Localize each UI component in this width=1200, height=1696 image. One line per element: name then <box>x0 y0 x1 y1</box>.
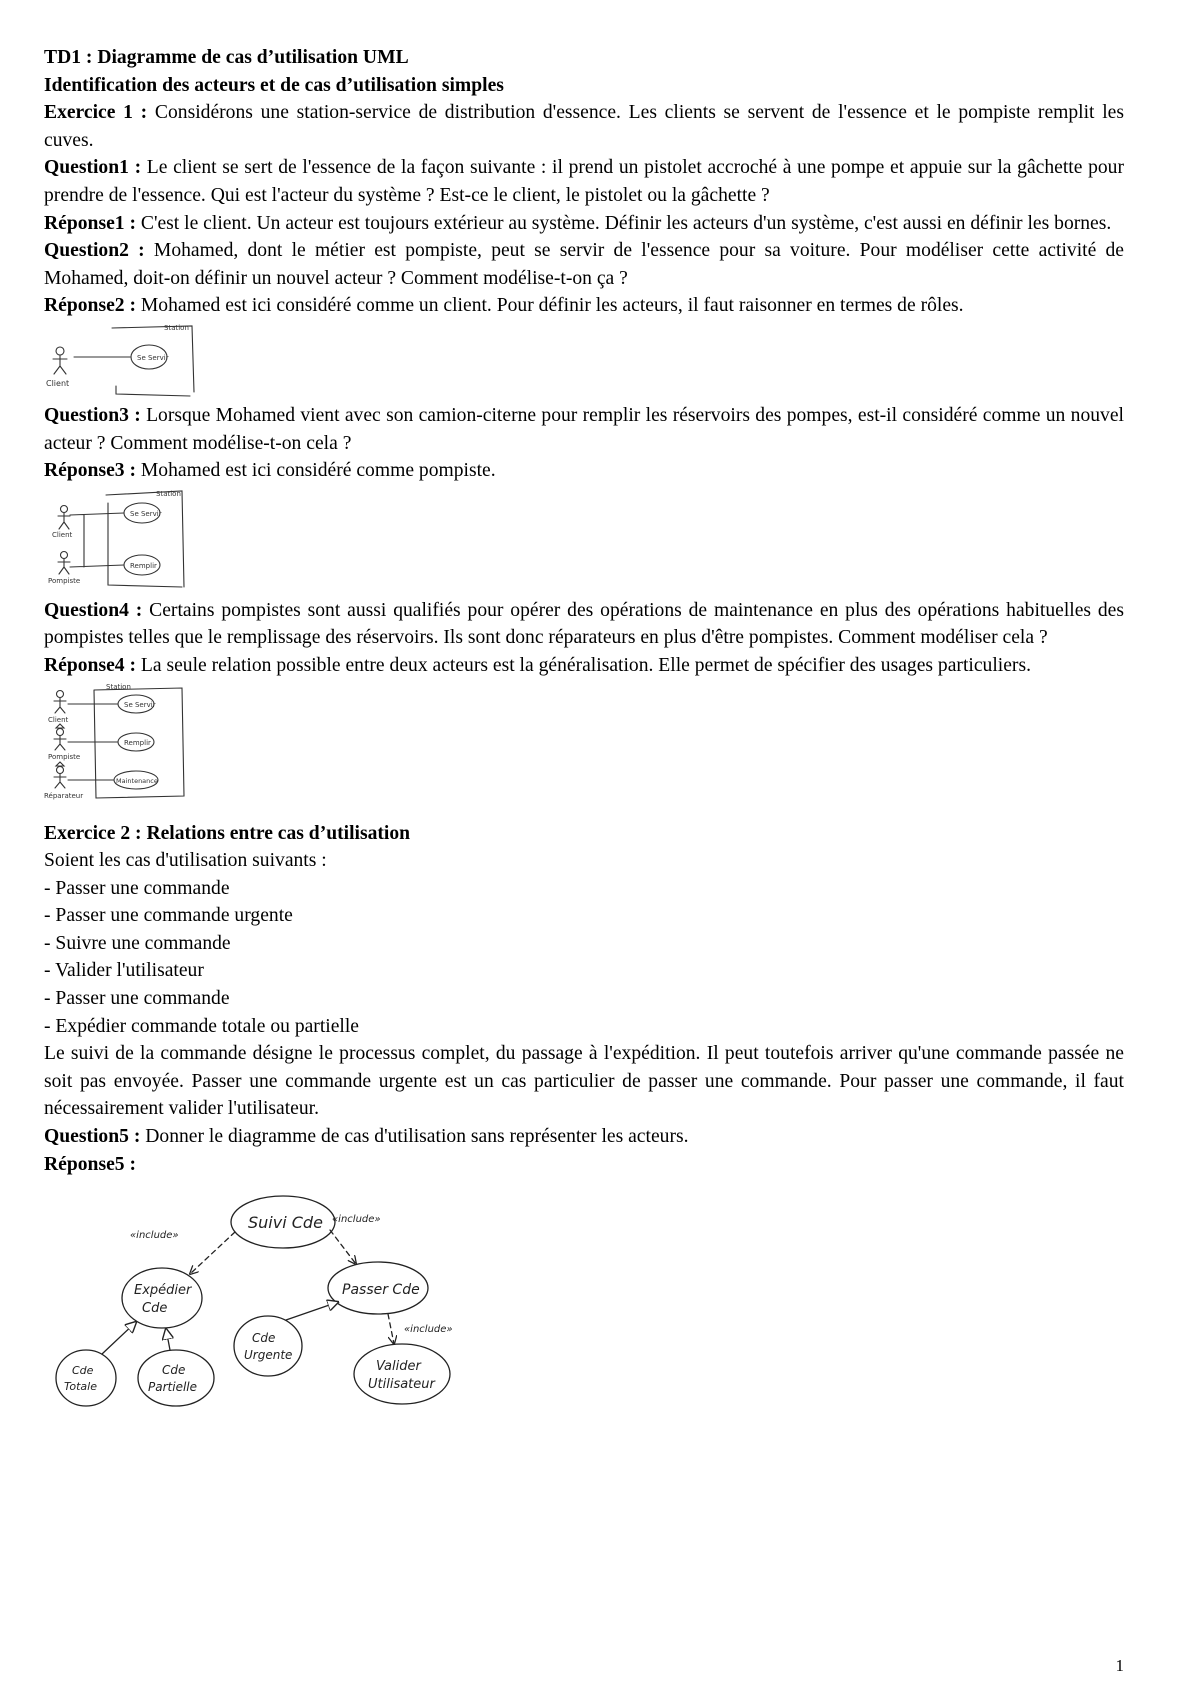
question-1-label: Question1 : <box>44 157 142 179</box>
sketch-client-diagram <box>44 320 204 402</box>
exercise-1-label: Exercice 1 : <box>44 102 148 124</box>
exercise-2-item-2: - Passer une commande urgente <box>44 905 293 927</box>
sketch2-system-label: Station <box>156 489 181 498</box>
question-1-text: Le client se sert de l'essence de la façon suivante : il prend un pistolet accroché à une pompe et appuie sur la gâchette pour prendre de l'essence. Qui est l'acteur du système ? Est-ce le client, le pistolet ou la gâchette ? <box>44 157 1124 206</box>
usecase-totale-label-2: Totale <box>64 1380 97 1394</box>
question-5-label: Question5 : <box>44 1126 141 1148</box>
answer-1 <box>44 210 1124 238</box>
exercise-1 <box>44 99 1124 154</box>
exercise-1-text: Considérons une station-service de distribution d'essence. Les clients se servent de l'essence et le pompiste remplit les cuves. <box>44 102 1124 151</box>
sketch1-actor-label: Client <box>46 378 70 388</box>
question-4 <box>44 597 1124 652</box>
include-suivi-expedier <box>190 1232 235 1274</box>
question-1 <box>44 154 1124 209</box>
exercise-2-intro: Soient les cas d'utilisation suivants : <box>44 850 327 872</box>
answer-5-label: Réponse5 : <box>44 1153 136 1175</box>
usecase-valider-label-2: Utilisateur <box>368 1377 435 1393</box>
include-right-label: «include» <box>332 1214 381 1226</box>
sketch3-usecase-servir-label: Se Servir <box>124 700 156 709</box>
sketch2-associations <box>70 513 124 567</box>
answer-2 <box>44 292 1124 320</box>
usecase-partielle <box>138 1350 214 1406</box>
usecase-urgente-label-2: Urgente <box>244 1348 293 1363</box>
exercise-2-heading: Exercice 2 : Relations entre cas d’utilisation <box>44 822 411 844</box>
sketch3-system-label: Station <box>106 682 131 691</box>
sketch2-usecase-remplir-label: Remplir <box>130 561 157 570</box>
sketch-generalisation-diagram <box>44 680 204 806</box>
answer-1-text: C'est le client. Un acteur est toujours extérieur au système. Définir les acteurs d'un système, c'est aussi en définir les bornes. <box>135 212 1112 234</box>
answer-4-text: La seule relation possible entre deux acteurs est la généralisation. Elle permet de spécifier des usages particuliers. <box>135 654 1031 676</box>
usecase-expedier-label-2: Cde <box>142 1301 168 1317</box>
exercise-2-item-5: - Passer une commande <box>44 988 230 1010</box>
sketch1-system-label: Station <box>164 323 189 332</box>
sketch1-actor-icon <box>53 347 67 374</box>
usecase-urgente <box>234 1316 302 1376</box>
usecase-passer-label: Passer Cde <box>342 1282 420 1299</box>
sketch2-actor-pompiste-icon <box>58 551 70 574</box>
use-case-diagram <box>50 1178 510 1418</box>
question-2 <box>44 237 1124 292</box>
generalisation-totale-expedier <box>102 1322 136 1354</box>
usecase-partielle-label-2: Partielle <box>148 1380 197 1395</box>
sketch2-actor-pompiste-label: Pompiste <box>48 576 81 585</box>
exercise-2-paragraph: Le suivi de la commande désigne le processus complet, du passage à l'expédition. Il peut toutefois arriver qu'une commande passée ne soit pas envoyée. Passer une commande urgente est un cas particulier de passer une commande. Pour passer une commande, il faut nécessairement valider l'utilisateur. <box>44 1043 1124 1120</box>
question-3-text: Lorsque Mohamed vient avec son camion-citerne pour remplir les réservoirs des pompes, est-il considéré comme un nouvel acteur ? Comment modélise-t-on cela ? <box>44 404 1124 454</box>
include-passer-valider <box>388 1314 394 1344</box>
question-4-text: Certains pompistes sont aussi qualifiés pour opérer des opérations de maintenance en plus des opérations habituelles des pompistes telles que le remplissage des réservoirs. Ils sont donc réparateurs en plus d'être pompistes. Comment modéliser cela ? <box>44 599 1125 649</box>
sketch-client-pompiste-diagram <box>44 485 204 597</box>
generalisation-urgente-passer <box>286 1302 338 1320</box>
answer-3 <box>44 457 1124 485</box>
usecase-partielle-label-1: Cde <box>162 1363 186 1378</box>
question-5-text: Donner le diagramme de cas d'utilisation sans représenter les acteurs. <box>140 1126 689 1148</box>
sketch1-usecase-label: Se Servir <box>137 353 169 362</box>
document-title: TD1 : Diagramme de cas d’utilisation UML <box>44 47 409 68</box>
include-left-label: «include» <box>130 1230 179 1242</box>
question-3 <box>44 402 1124 457</box>
generalisation-partielle-expedier <box>166 1329 170 1350</box>
usecase-valider <box>354 1344 450 1404</box>
answer-4-label: Réponse4 : <box>44 654 136 676</box>
include-suivi-passer <box>330 1230 356 1264</box>
usecase-totale <box>56 1350 116 1406</box>
usecase-suivi-label: Suivi Cde <box>248 1213 323 1233</box>
question-2-label: Question2 : <box>44 240 145 262</box>
answer-2-label: Réponse2 : <box>44 295 136 317</box>
sketch3-actor-pompiste-icon <box>54 728 66 750</box>
page-number: 1 <box>1115 1656 1124 1675</box>
sketch2-actor-client-icon <box>58 505 70 529</box>
sketch3-actor-client-label: Client <box>48 715 69 724</box>
exercise-2-item-3: - Suivre une commande <box>44 932 231 954</box>
sketch3-actor-client-icon <box>54 690 66 713</box>
exercise-2-item-1: - Passer une commande <box>44 877 230 899</box>
usecase-totale-label-1: Cde <box>72 1364 94 1378</box>
sketch3-associations <box>68 704 118 780</box>
sketch2-system-box <box>106 491 184 587</box>
answer-3-text: Mohamed est ici considéré comme pompiste. <box>135 460 496 482</box>
usecase-expedier <box>122 1268 202 1328</box>
usecase-expedier-label-1: Expédier <box>134 1283 192 1299</box>
sketch3-actor-reparateur-icon <box>54 766 66 788</box>
usecase-urgente-label-1: Cde <box>252 1331 276 1346</box>
sketch2-actor-client-label: Client <box>52 530 73 539</box>
question-2-text: Mohamed, dont le métier est pompiste, peut se servir de l'essence pour sa voiture. Pour modéliser cette activité de Mohamed, doit-on définir un nouvel acteur ? Comment modélise-t-on ça ? <box>44 240 1124 289</box>
answer-4 <box>44 652 1124 680</box>
question-3-label: Question3 : <box>44 404 141 426</box>
answer-2-text: Mohamed est ici considéré comme un client. Pour définir les acteurs, il faut raisonner en termes de rôles. <box>135 295 964 317</box>
document-body <box>44 44 1124 1418</box>
exercise-2-item-6: - Expédier commande totale ou partielle <box>44 1015 360 1037</box>
document-subtitle: Identification des acteurs et de cas d’utilisation simples <box>44 74 504 96</box>
exercise-2-item-4: - Valider l'utilisateur <box>44 960 204 982</box>
sketch3-actor-reparateur-label: Réparateur <box>44 791 84 800</box>
usecase-valider-label-1: Valider <box>376 1359 421 1375</box>
sketch3-usecase-remplir-label: Remplir <box>124 738 151 747</box>
sketch2-usecase-servir-label: Se Servir <box>130 509 162 518</box>
answer-1-label: Réponse1 : <box>44 212 136 234</box>
question-5 <box>44 1123 1124 1151</box>
sketch3-usecase-maintenance-label: Maintenance <box>116 776 158 785</box>
include-bottom-label: «include» <box>404 1324 453 1336</box>
answer-3-label: Réponse3 : <box>44 460 136 482</box>
question-4-label: Question4 : <box>44 599 143 621</box>
sketch3-actor-pompiste-label: Pompiste <box>48 752 81 761</box>
